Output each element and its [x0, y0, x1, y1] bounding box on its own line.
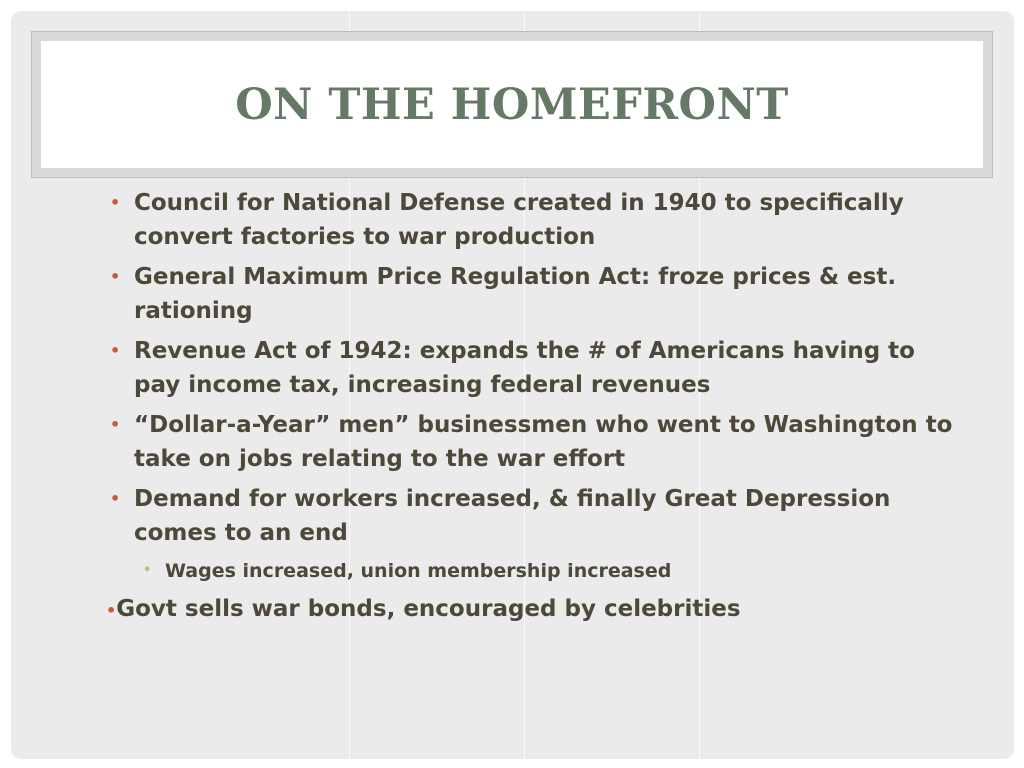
slide — [11, 11, 1014, 759]
bullet-text: Govt sells war bonds, encouraged by celebrities — [116, 596, 741, 622]
bullet-text: Council for National Defense created in 1940 to specifically convert factories to war production — [134, 190, 904, 250]
sub-bullet-text: Wages increased, union membership increased — [165, 560, 672, 582]
bullet-item-unindented — [106, 592, 968, 628]
bullet-item — [108, 334, 968, 402]
title-frame — [31, 31, 993, 178]
bullet-text: Demand for workers increased, & finally Great Depression comes to an end — [134, 486, 891, 546]
bullet-item — [108, 408, 968, 476]
bullet-item — [108, 260, 968, 328]
sub-bullet-icon: • — [143, 563, 152, 578]
bullet-icon: • — [106, 601, 117, 620]
bullet-icon: • — [110, 267, 121, 286]
bullet-text: “Dollar-a-Year” men” businessmen who went to Washington to take on jobs relating to the war effort — [134, 412, 953, 472]
slide-title: ON THE HOMEFRONT — [235, 79, 789, 130]
bullet-list — [108, 186, 968, 628]
bullet-text: General Maximum Price Regulation Act: froze prices & est. rationing — [134, 264, 897, 324]
bullet-icon: • — [110, 415, 121, 434]
bullet-text: Revenue Act of 1942: expands the # of Americans having to pay income tax, increasing federal revenues — [134, 338, 915, 398]
bullet-item — [108, 482, 968, 550]
bullet-item — [108, 186, 968, 254]
sub-bullet-item — [108, 556, 968, 586]
title-box — [41, 41, 983, 168]
bullet-icon: • — [110, 489, 121, 508]
bullet-icon: • — [110, 341, 121, 360]
bullet-icon: • — [110, 193, 121, 212]
